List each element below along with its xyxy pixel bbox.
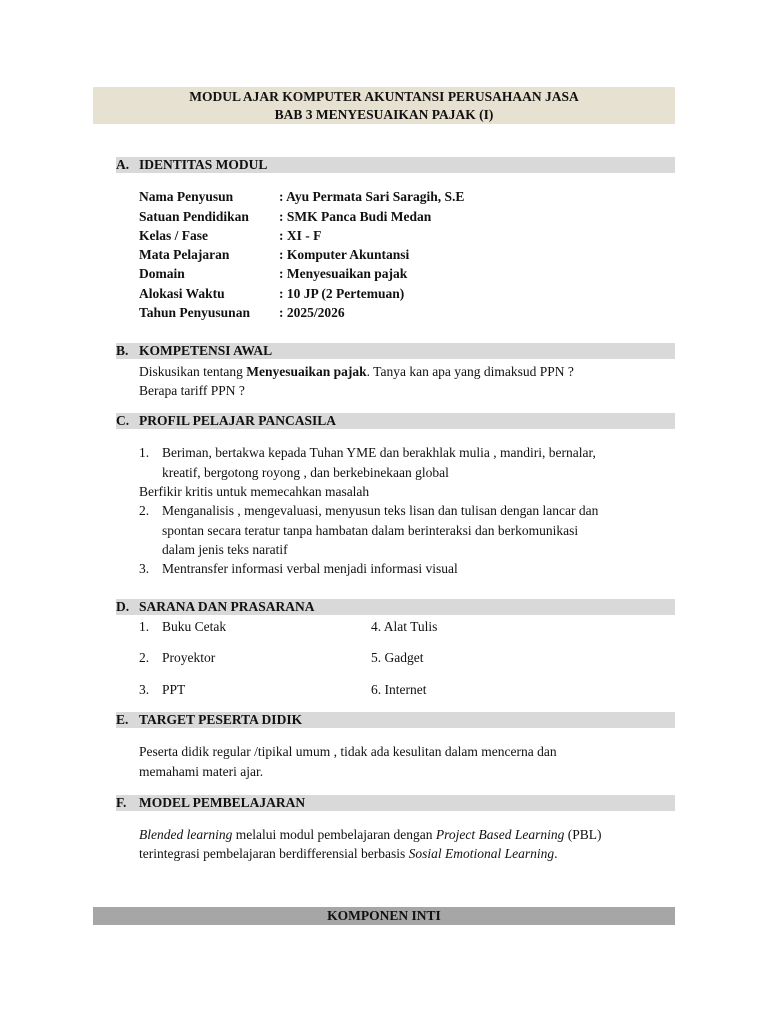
identity-value: : 10 JP (2 Pertemuan) (279, 286, 405, 301)
section-e-letter: E. (116, 712, 129, 727)
model-text-line2 (139, 844, 558, 864)
identity-key: Alokasi Waktu (139, 286, 225, 301)
identity-key: Nama Penyusun (139, 189, 234, 204)
sarana-item: 5. Gadget (371, 650, 424, 665)
section-a-letter: A. (116, 157, 130, 172)
model-text-line1 (139, 825, 675, 845)
target-text (139, 742, 557, 781)
identity-key: Tahun Penyusunan (139, 305, 250, 320)
identity-value: : Komputer Akuntansi (279, 247, 410, 262)
model-text: melalui modul pembelajaran dengan (232, 827, 436, 842)
identity-key: Mata Pelajaran (139, 247, 230, 262)
section-b-title: KOMPETENSI AWAL (139, 343, 273, 358)
module-title-line1: MODUL AJAR KOMPUTER AKUNTANSI PERUSAHAAN JASA (189, 89, 579, 104)
list-item (162, 501, 676, 560)
kompetensi-text: Diskusikan tentang (139, 364, 247, 379)
identity-key: Satuan Pendidikan (139, 209, 249, 224)
kompetensi-topic: Menyesuaikan pajak (246, 364, 367, 379)
section-a-header (116, 157, 675, 173)
section-f-letter: F. (116, 795, 127, 810)
list-item-line: Beriman, bertakwa kepada Tuhan YME dan berakhlak mulia , mandiri, bernalar, (162, 445, 596, 460)
sarana-item: 4. Alat Tulis (371, 619, 438, 634)
model-text: (PBL) (564, 827, 602, 842)
identity-value: : 2025/2026 (279, 305, 345, 320)
section-d-header (116, 599, 675, 615)
kompetensi-text-line2: Berapa tariff PPN ? (139, 383, 245, 398)
list-item-line: dalam jenis teks naratif (162, 542, 288, 557)
identity-value: : SMK Panca Budi Medan (279, 209, 432, 224)
sarana-item: Proyektor (162, 650, 216, 665)
kompetensi-text-line1 (139, 362, 675, 382)
section-c-letter: C. (116, 413, 130, 428)
sarana-item: 6. Internet (371, 682, 427, 697)
list-item-line: Mentransfer informasi verbal menjadi informasi visual (162, 561, 458, 576)
identity-value: : Ayu Permata Sari Saragih, S.E (279, 189, 465, 204)
target-text-line: Peserta didik regular /tipikal umum , tidak ada kesulitan dalam mencerna dan (139, 744, 557, 759)
module-title-line2: BAB 3 MENYESUAIKAN PAJAK (I) (274, 107, 494, 122)
sarana-item: PPT (162, 682, 186, 697)
list-number: 3. (139, 561, 150, 576)
list-item (162, 559, 676, 579)
section-f-header (116, 795, 675, 811)
sel-term: Sosial Emotional Learning (408, 846, 555, 861)
identity-key: Kelas / Fase (139, 228, 208, 243)
list-number: 2. (139, 650, 150, 665)
identity-value: : XI - F (279, 228, 322, 243)
list-item-line: spontan secara teratur tanpa hambatan dalam berinteraksi dan berkomunikasi (162, 522, 579, 538)
profil-plain-text: Berfikir kritis untuk memecahkan masalah (139, 484, 370, 499)
section-b-letter: B. (116, 343, 129, 358)
kompetensi-question: . Tanya kan apa yang dimaksud PPN ? (366, 364, 574, 379)
pbl-term: Project Based Learning (435, 827, 565, 842)
section-a-title: IDENTITAS MODUL (139, 157, 268, 172)
section-d-letter: D. (116, 599, 130, 614)
blended-learning-term: Blended learning (139, 827, 233, 842)
section-b-header (116, 343, 675, 359)
section-d-title: SARANA DAN PRASARANA (139, 599, 315, 614)
list-item-line: Menganalisis , mengevaluasi, menyusun teks lisan dan tulisan dengan lancar dan (162, 503, 599, 518)
section-e-title: TARGET PESERTA DIDIK (139, 712, 303, 727)
komponen-inti-band: KOMPONEN INTI (93, 907, 675, 925)
list-number: 3. (139, 682, 150, 697)
section-c-header (116, 413, 675, 429)
list-item-line: kreatif, bergotong royong , dan berkebinekaan global (162, 464, 449, 480)
list-number: 1. (139, 619, 150, 634)
identity-key: Domain (139, 266, 185, 281)
module-title-band (93, 87, 675, 124)
identity-value: : Menyesuaikan pajak (279, 266, 408, 281)
target-text-line: memahami materi ajar. (139, 763, 264, 779)
list-number: 2. (139, 503, 150, 518)
section-f-title: MODEL PEMBELAJARAN (139, 795, 306, 810)
model-text: terintegrasi pembelajaran berdifferensial berbasis (139, 846, 409, 861)
model-text: . (554, 846, 558, 861)
section-e-header (116, 712, 675, 728)
list-item (162, 443, 676, 482)
list-number: 1. (139, 445, 150, 460)
sarana-item: Buku Cetak (162, 619, 227, 634)
section-c-title: PROFIL PELAJAR PANCASILA (139, 413, 337, 428)
